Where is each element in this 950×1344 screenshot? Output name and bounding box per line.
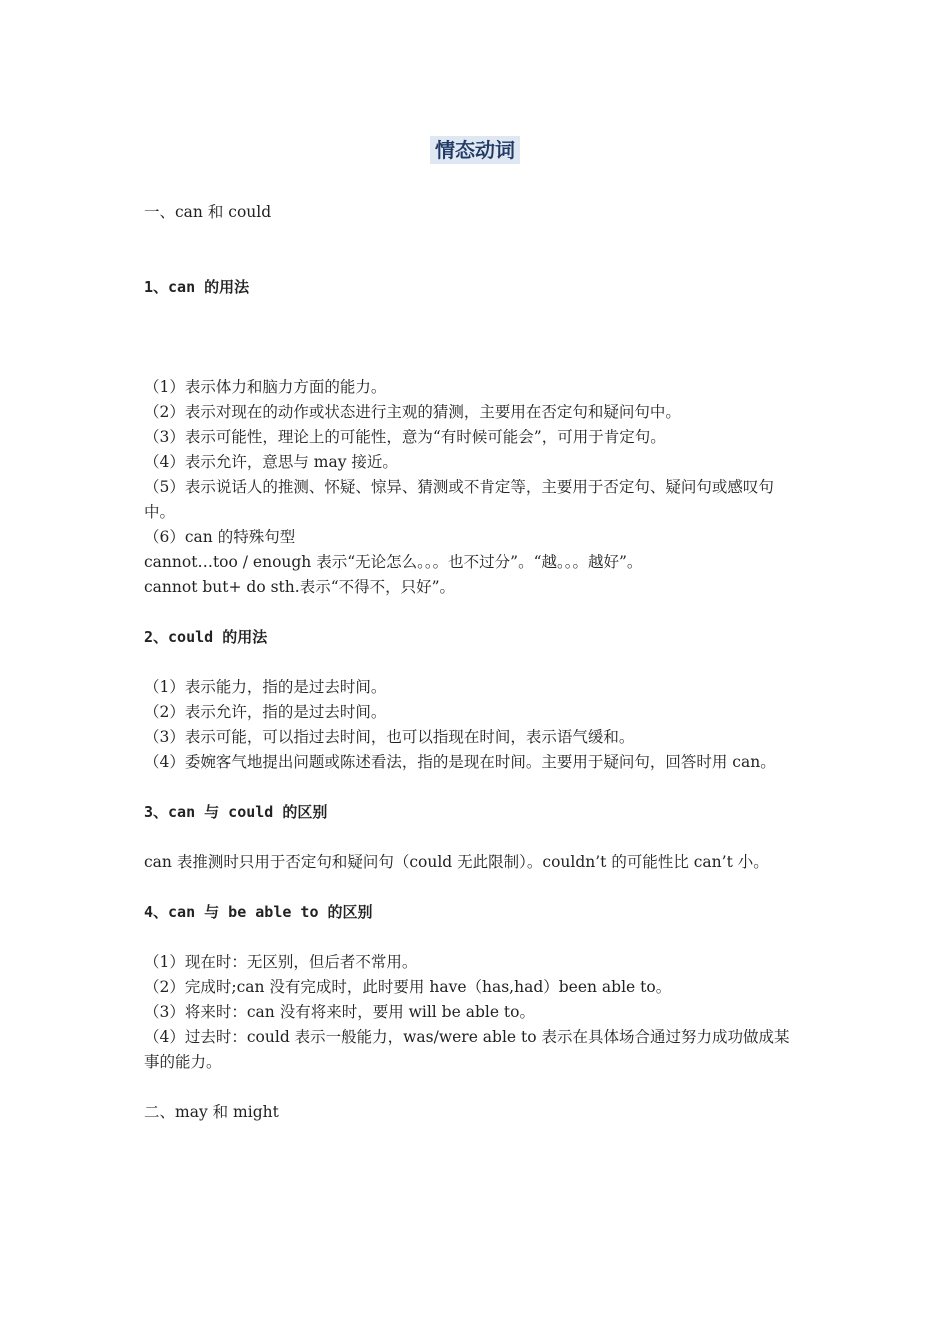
list-item: cannot but+ do sth.表示“不得不，只好”。 xyxy=(144,578,456,596)
list-item: （1）现在时：无区别，但后者不常用。 xyxy=(144,953,418,971)
list-item: （2）表示允许，指的是过去时间。 xyxy=(144,703,387,721)
list-item: （3）表示可能性，理论上的可能性，意为“有时候可能会”，可用于肯定句。 xyxy=(144,428,666,446)
section-heading-may-might: 二、may 和 might xyxy=(144,1103,279,1121)
subheading-can-usage: 1、can 的用法 xyxy=(144,278,250,296)
paragraph: can 表推测时只用于否定句和疑问句（could 无此限制）。couldn’t 的可能性比 can’t 小。 xyxy=(144,853,769,871)
list-item: （2）完成时;can 没有完成时，此时要用 have（has,had）been able to。 xyxy=(144,978,672,996)
section-heading-can-could: 一、can 和 could xyxy=(144,203,272,221)
list-item: （6）can 的特殊句型 xyxy=(144,528,296,546)
document-body xyxy=(144,200,804,1125)
page-title: 情态动词 xyxy=(430,136,520,164)
list-item: （1）表示能力，指的是过去时间。 xyxy=(144,678,387,696)
subheading-can-be-able-to-difference: 4、can 与 be able to 的区别 xyxy=(144,903,373,921)
subheading-could-usage: 2、could 的用法 xyxy=(144,628,268,646)
list-item: （3）表示可能，可以指过去时间，也可以指现在时间，表示语气缓和。 xyxy=(144,728,635,746)
list-item: （1）表示体力和脑力方面的能力。 xyxy=(144,378,387,396)
list-item: （5）表示说话人的推测、怀疑、惊异、猜测或不肯定等，主要用于否定句、疑问句或感叹句中。 xyxy=(144,478,774,521)
title-container xyxy=(0,136,950,164)
list-item: （4）委婉客气地提出问题或陈述看法，指的是现在时间。主要用于疑问句，回答时用 can。 xyxy=(144,753,776,771)
list-item: （4）过去时：could 表示一般能力，was/were able to 表示在具体场合通过努力成功做成某事的能力。 xyxy=(144,1028,790,1071)
list-item: （4）表示允许，意思与 may 接近。 xyxy=(144,453,398,471)
list-item: cannot…too / enough 表示“无论怎么。。。也不过分”。“越。。。越好”。 xyxy=(144,553,643,571)
subheading-can-could-difference: 3、can 与 could 的区别 xyxy=(144,803,328,821)
list-item: （2）表示对现在的动作或状态进行主观的猜测，主要用在否定句和疑问句中。 xyxy=(144,403,681,421)
list-item: （3）将来时：can 没有将来时，要用 will be able to。 xyxy=(144,1003,535,1021)
